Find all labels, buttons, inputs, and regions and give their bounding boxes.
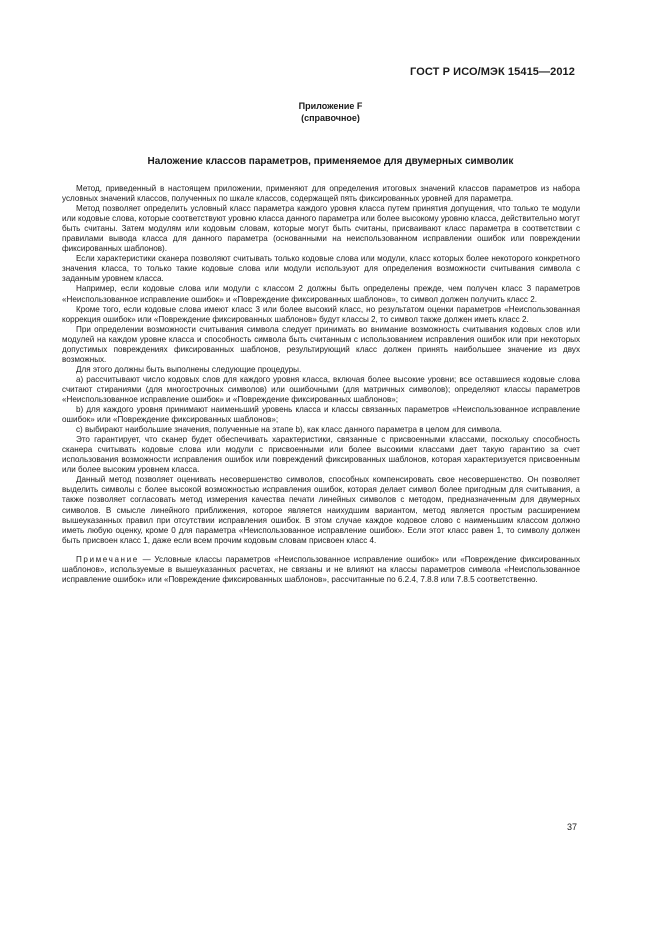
annex-title: Наложение классов параметров, применяемое для двумерных символик [147,156,514,167]
paragraph: Метод, приведенный в настоящем приложении, применяют для определения итоговых значений классов параметров из набора условных значений классов, полученных по шкале классов, содержащей пять фиксированных уровней для параметра. [62,184,580,204]
note-label: Примечание [76,554,139,564]
note-text: — Условные классы параметров «Неиспользованное исправление ошибок» или «Повреждение фиксированных шаблонов», используемые в вышеуказанных расчетах, не связаны и не влияют на классы параметров символа «Неиспользованное исправление ошибок» или «Повреждение фиксированных шаблонов», рассчитанные по 6.2.4, 7.8.8 или 7.8.5 соответственно. [62,554,580,584]
paragraph: Если характеристики сканера позволяют считывать только кодовые слова или модули, класс которых более некоторого конкретного значения класса, то только такие кодовые слова или модули используют для определения возможности считывания символа с заданным уровнем класса. [62,254,580,284]
note [62,555,580,585]
paragraph: Данный метод позволяет оценивать несовершенство символов, способных компенсировать свое несовершенство. Он позволяет выделить символы с более высокой возможностью исправления ошибок, которая делает символ более пригодным для считывания, а также позволяет согласовать метод измерения качества печати линейных символов с методом, предназначенным для двумерных символов. В смысле линейного приближения, которое является наихудшим вариантом, метод является простым расширением вышеуказанных правил при отсутствии исправления ошибок. В этом случае каждое кодовое слово с наименьшим классом должно иметь любую оценку, кроме 0 для параметра «Неиспользованное исправление ошибок». Если этот класс равен 1, то символу должен быть присвоен класс 1, даже если всем прочим кодовым словам присвоен класс 4. [62,475,580,545]
list-item-c: c) выбирают наибольшие значения, полученные на этапе b), как класс данного параметра в целом для символа. [76,425,502,435]
body-text [62,184,580,585]
standard-header: ГОСТ Р ИСО/МЭК 15415—2012 [410,66,575,78]
paragraph: Например, если кодовые слова или модули с классом 2 должны быть определены прежде, чем получен класс 3 параметров «Неиспользованное исправление ошибок» и «Повреждение фиксированных шаблонов», то символ должен получить класс 2. [62,284,580,304]
paragraph: Метод позволяет определить условный класс параметра каждого уровня класса путем принятия допущения, что только те модули или кодовые слова, которые соответствуют уровню класса данного параметра или более высокому уровню класса, действительно могут быть считаны. Затем модулям или кодовым словам, которые могут быть считаны, присваивают класс параметра в соответствии с правилами вывода класса для данного параметра (основанными на неиспользованном исправлении ошибок или повреждении фиксированных шаблонов). [62,204,580,254]
list-item-a: a) рассчитывают число кодовых слов для каждого уровня класса, включая более высокие уровни; все оставшиеся кодовые слова считают стираниями (для многострочных символов) или ошибочными (для матричных символов); определяют классы параметров «Неиспользованное исправление ошибок» и «Повреждение фиксированных шаблонов»; [62,374,580,404]
paragraph: Кроме того, если кодовые слова имеют класс 3 или более высокий класс, но результатом оценки параметров «Неиспользованная коррекция ошибок» или «Повреждение фиксированных шаблонов» будут классы 2, то символ также должен иметь класс 2. [62,304,580,324]
list-item-b: b) для каждого уровня принимают наименьший уровень класса и классы связанных параметров «Неиспользованное исправление ошибок» или «Повреждение фиксированных шаблонов»; [62,405,580,425]
paragraph: Для этого должны быть выполнены следующие процедуры. [76,364,302,374]
paragraph: При определении возможности считывания символа следует принимать во внимание возможность считывания кодовых слов или модулей на каждом уровне класса и способность символа быть считанным с использованием исправления ошибок или при некоторых допустимых повреждениях фиксированных шаблонов, результирующий класс должен принять наибольшее значение из двух возможных. [62,324,580,364]
annex-label: Приложение F [298,101,363,111]
annex-type: (справочное) [301,113,360,123]
annex-heading [0,100,661,124]
page-number: 37 [566,822,577,832]
paragraph: Это гарантирует, что сканер будет обеспечивать характеристики, связанные с присвоенными классами, поскольку способность сканера считывать кодовые слова или модули с присвоенными или более высокими классами дает такую гарантию за счет использования возможности исправления ошибок или повреждений фиксированных шаблонов, которая характеризуется присвоенным или более высоким уровнем класса. [62,435,580,475]
